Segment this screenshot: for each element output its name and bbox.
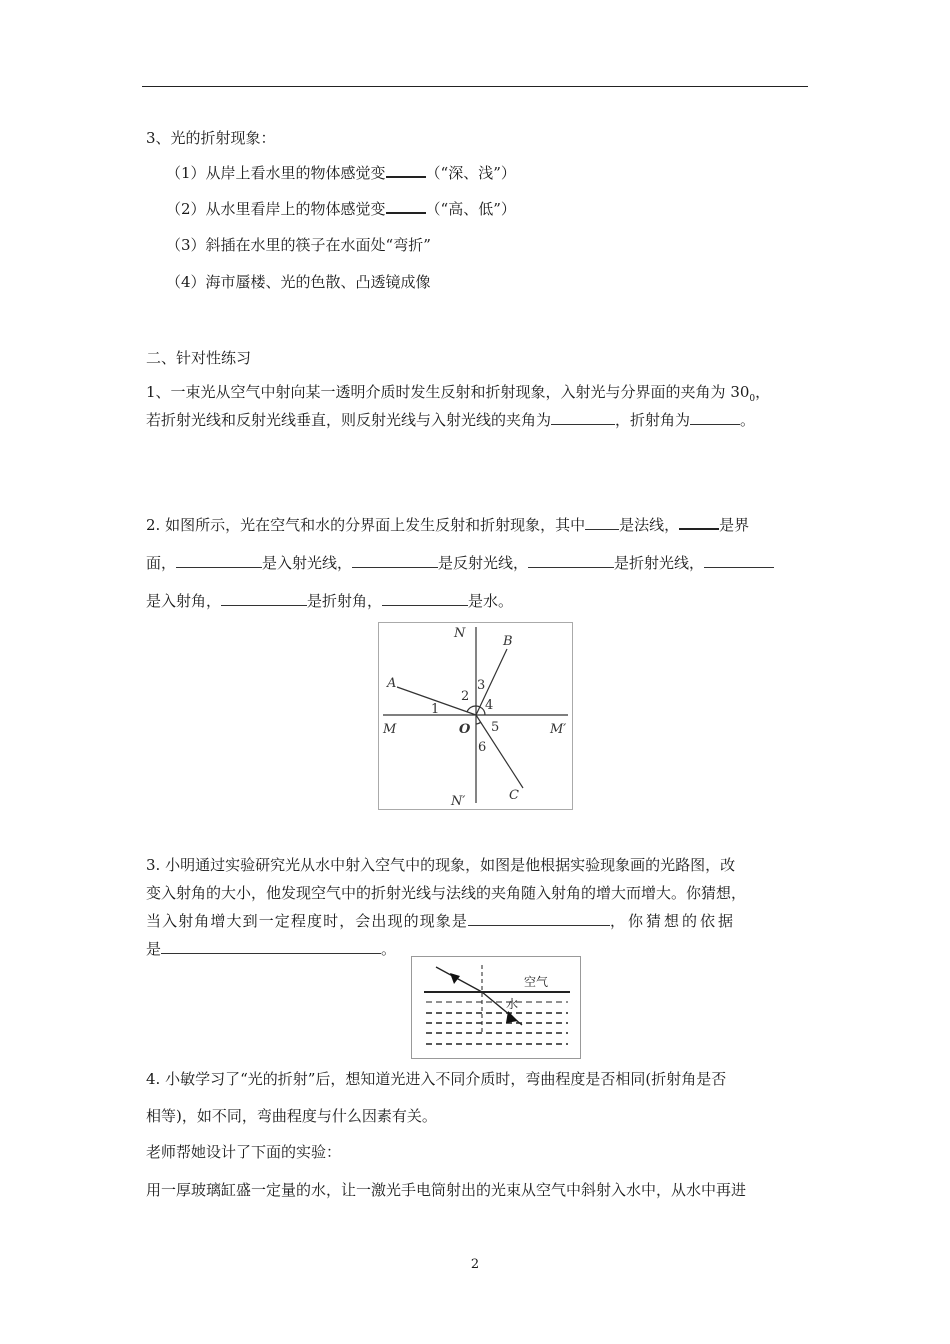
header-rule — [142, 86, 808, 87]
angle-3: 3 — [477, 678, 486, 693]
answer-blank[interactable] — [386, 198, 426, 214]
q3-line4: 是 。 — [146, 940, 397, 958]
q2-line3: 是入射角， 是折射角， 是水。 — [146, 592, 514, 610]
q4-line1: 4. 小敏学习了“光的折射”后，想知道光进入不同介质时，弯曲程度是否相同(折射角是否 — [146, 1070, 727, 1088]
q3-figure — [411, 956, 581, 1059]
section3-item-2: （2）从水里看岸上的物体感觉变 （“高、低”） — [166, 200, 516, 218]
label-water: 水 — [506, 997, 519, 1011]
label-M-prime: M′ — [550, 722, 567, 737]
label-M: M — [383, 722, 397, 737]
water-air-diagram — [412, 957, 580, 1058]
q2-line2: 面， 是入射光线， 是反射光线， 是折射光线， — [146, 553, 774, 573]
label-air: 空气 — [524, 975, 549, 989]
angle-5: 5 — [491, 720, 500, 735]
q1-line2: 若折射光线和反射光线垂直，则反射光线与入射光线的夹角为 ，折射角为 。 — [146, 411, 756, 429]
refraction-diagram — [379, 623, 572, 809]
q3-line1: 3. 小明通过实验研究光从水中射入空气中的现象，如图是他根据实验现象画的光路图，改 — [146, 856, 736, 874]
label-N-prime: N′ — [451, 794, 466, 809]
label-O: O — [459, 722, 471, 737]
answer-blank[interactable] — [176, 553, 262, 568]
page-number: 2 — [470, 1257, 480, 1272]
answer-blank[interactable] — [161, 939, 381, 954]
section3-title: 3、光的折射现象： — [146, 129, 276, 147]
label-C: C — [509, 788, 519, 803]
q4-line4: 用一厚玻璃缸盛一定量的水，让一激光手电筒射出的光束从空气中斜射入水中，从水中再进 — [146, 1181, 747, 1199]
angle-2: 2 — [461, 689, 470, 704]
angle-6: 6 — [478, 740, 487, 755]
answer-blank[interactable] — [690, 410, 740, 425]
answer-blank[interactable] — [382, 591, 468, 606]
q2-figure — [378, 622, 573, 810]
answer-blank[interactable] — [679, 514, 719, 530]
angle-1: 1 — [431, 702, 440, 717]
q4-line2: 相等)，如不同，弯曲程度与什么因素有关。 — [146, 1107, 437, 1125]
label-N: N — [454, 626, 466, 641]
answer-blank[interactable] — [704, 553, 774, 568]
answer-blank[interactable] — [386, 162, 426, 178]
answer-blank[interactable] — [551, 410, 615, 425]
angle-4: 4 — [485, 698, 494, 713]
answer-blank[interactable] — [221, 591, 307, 606]
section3-item-1: （1）从岸上看水里的物体感觉变 （“深、浅”） — [166, 164, 516, 182]
q2-line1: 2. 如图所示，光在空气和水的分界面上发生反射和折射现象，其中 是法线， 是界 — [146, 516, 750, 534]
answer-blank[interactable] — [528, 553, 614, 568]
q1-line1: 1、一束光从空气中射向某一透明介质时发生反射和折射现象，入射光与分界面的夹角为 $30_0$， — [146, 383, 771, 404]
label-B: B — [503, 634, 513, 649]
section3-item-4: （4）海市蜃楼、光的色散、凸透镜成像 — [166, 273, 431, 291]
label-A: A — [387, 676, 397, 691]
answer-blank[interactable] — [585, 515, 619, 530]
q4-line3: 老师帮她设计了下面的实验： — [146, 1143, 342, 1161]
q3-line3: 当入射角增大到一定程度时，会出现的现象是 ，你猜想的依据 — [146, 912, 737, 930]
q3-line2: 变入射角的大小，他发现空气中的折射光线与法线的夹角随入射角的增大而增大。你猜想， — [146, 884, 747, 902]
section3-item-3: （3）斜插在水里的筷子在水面处“弯折” — [166, 236, 431, 254]
answer-blank[interactable] — [468, 911, 610, 926]
answer-blank[interactable] — [352, 553, 438, 568]
practice-heading: 二、针对性练习 — [146, 349, 252, 367]
